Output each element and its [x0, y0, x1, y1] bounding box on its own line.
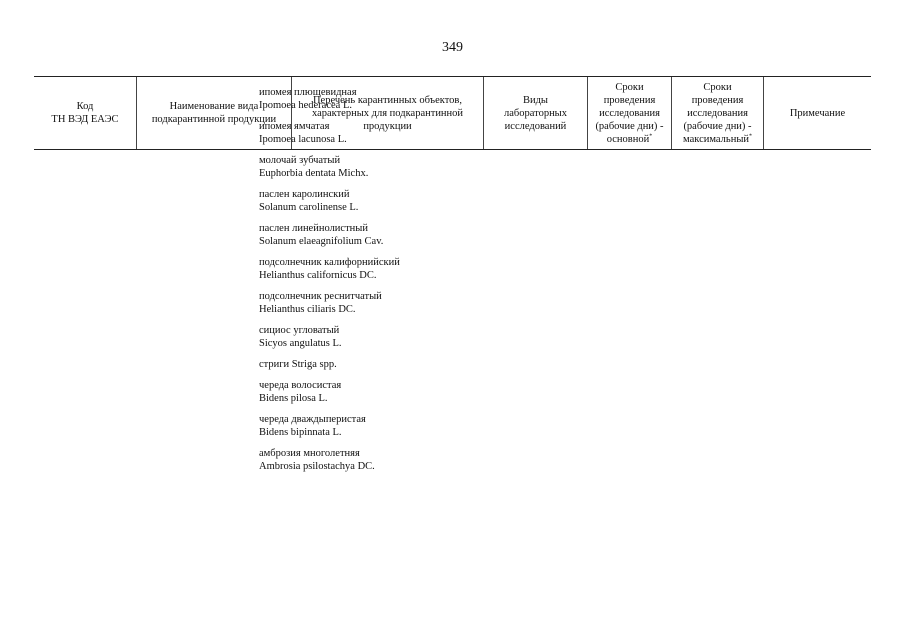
object-name-latin: Helianthus ciliaris DC. [259, 304, 356, 315]
object-name-ru: паслен каролинский [259, 189, 350, 200]
list-item [259, 324, 489, 350]
object-name-latin: Solanum elaeagnifolium Cav. [259, 236, 384, 247]
header-terms-basic [588, 77, 672, 149]
object-name-latin: Bidens pilosa L. [259, 393, 328, 404]
header-note [764, 77, 871, 149]
object-name-ru: подсолнечник реснитчатый [259, 291, 382, 302]
object-name-ru: подсолнечник калифорнийский [259, 257, 400, 268]
object-name-latin: Ambrosia psilostachya DC. [259, 461, 375, 472]
object-name-latin: Solanum carolinense L. [259, 202, 359, 213]
object-name-ru: паслен линейнолистный [259, 223, 368, 234]
list-item [259, 413, 489, 439]
object-name-latin: Ipomoea hederacea L. [259, 100, 352, 111]
object-name-ru: стриги Striga spp. [259, 359, 337, 370]
object-name-latin: Ipomoea lacunosa L. [259, 134, 347, 145]
footnote-mark: * [749, 133, 752, 139]
object-name-latin: Helianthus californicus DC. [259, 270, 377, 281]
header-code [34, 77, 137, 149]
header-terms-max [672, 77, 764, 149]
header-code-text: Код ТН ВЭД ЕАЭС [51, 101, 119, 125]
header-terms-max-label: Сроки проведения исследования (рабочие дни) - максимальный [683, 81, 752, 145]
header-terms-max-text [683, 81, 752, 146]
header-terms-basic-text [595, 81, 663, 146]
list-item [259, 379, 489, 405]
header-lab-tests-text: Виды лабораторных исследований [503, 94, 567, 132]
list-item [259, 290, 489, 316]
header-product-name-text: Наименование вида подкарантинной продукции [151, 101, 277, 125]
page-number: 349 [442, 40, 463, 55]
object-name-ru: череда волосистая [259, 380, 342, 391]
list-item [259, 447, 489, 473]
object-name-ru: молочай зубчатый [259, 155, 341, 166]
header-note-text: Примечание [789, 107, 846, 119]
object-name-ru: череда дваждыперистая [259, 414, 366, 425]
object-name-ru: ипомея ямчатая [259, 121, 330, 132]
quarantine-objects-list [259, 86, 489, 481]
object-name-latin: Sicyos angulatus L. [259, 338, 342, 349]
list-item [259, 120, 489, 146]
list-item [259, 188, 489, 214]
list-item [259, 358, 489, 371]
list-item [259, 86, 489, 112]
footnote-mark: * [649, 133, 653, 139]
object-name-ru: ипомея плющевидная [259, 87, 357, 98]
list-item [259, 154, 489, 180]
object-name-latin: Bidens bipinnata L. [259, 427, 342, 438]
header-lab-tests [484, 77, 588, 149]
list-item [259, 256, 489, 282]
object-name-ru: амброзия многолетняя [259, 448, 360, 459]
object-name-ru: сициос угловатый [259, 325, 340, 336]
object-name-latin: Euphorbia dentata Michx. [259, 168, 369, 179]
header-terms-basic-label: Сроки проведения исследования (рабочие дни) - основной [595, 81, 664, 145]
header-quarantine-objects-text: Перечень карантинных объектов, характерных для подкарантинной продукции [311, 94, 464, 132]
list-item [259, 222, 489, 248]
